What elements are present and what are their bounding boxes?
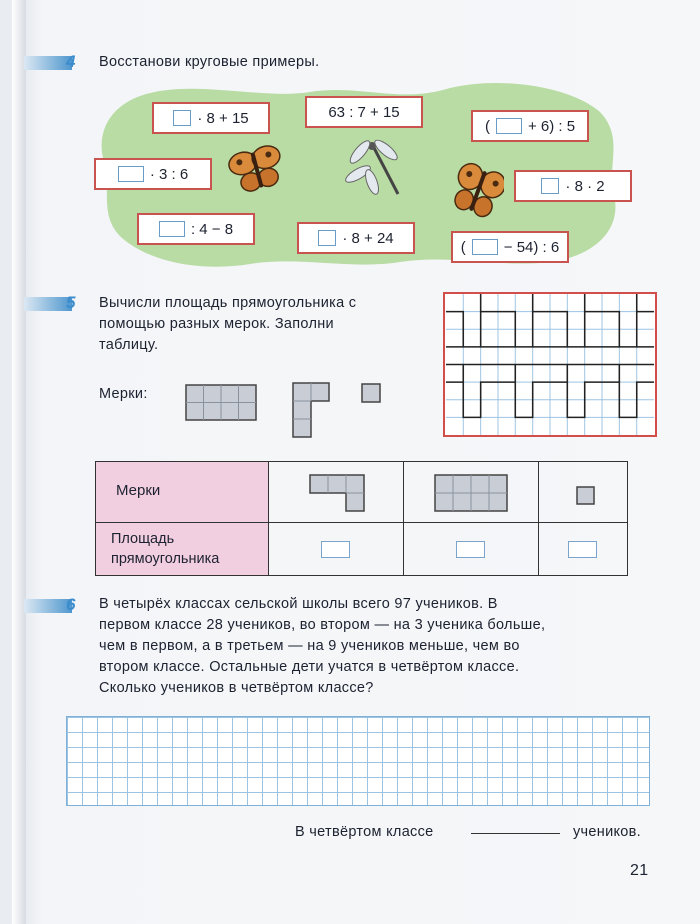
answer-box[interactable] xyxy=(321,541,350,558)
measure-unit-square xyxy=(361,383,381,403)
table-header-measures: Мерки xyxy=(96,462,269,523)
rectangle-grid-figure xyxy=(443,292,657,437)
expression-5: · 8 · 2 xyxy=(514,170,632,202)
answer-box[interactable] xyxy=(456,541,485,558)
answer-grid-area[interactable] xyxy=(66,716,650,806)
table-answer-cell[interactable] xyxy=(269,523,404,575)
task-5-marker xyxy=(24,297,72,311)
expression-2: 63 : 7 + 15 xyxy=(305,96,423,128)
page-number: 21 xyxy=(630,862,649,879)
measure-l-shape xyxy=(292,382,330,438)
measures-label: Мерки: xyxy=(99,386,148,402)
answer-box[interactable] xyxy=(496,118,522,134)
task-6-marker xyxy=(24,599,72,613)
task-6-text-line-4: втором классе. Остальные дети учатся в четвёртом классе. xyxy=(99,659,520,675)
task-5-text-line-3: таблицу. xyxy=(99,337,159,353)
answer-suffix: учеников. xyxy=(573,824,641,840)
measures-table xyxy=(95,461,628,576)
answer-box[interactable] xyxy=(173,110,191,126)
answer-box[interactable] xyxy=(318,230,336,246)
table-header-area: Площадь прямоугольника xyxy=(96,523,269,575)
answer-blank-line[interactable] xyxy=(471,833,560,834)
answer-box[interactable] xyxy=(159,221,185,237)
expression-3: ( + 6) : 5 xyxy=(471,110,589,142)
measure-unit-square-icon xyxy=(576,486,595,505)
table-cell-rectangle xyxy=(404,462,539,523)
measure-rectangle-shape xyxy=(185,384,257,421)
task-6-text-line-3: чем в первом, а в третьем — на 9 учеников меньше, чем во xyxy=(99,638,520,654)
answer-box[interactable] xyxy=(472,239,498,255)
task-4-marker xyxy=(24,56,72,70)
task-5-number: 5 xyxy=(66,293,76,312)
answer-box[interactable] xyxy=(568,541,597,558)
expression-1: · 8 + 15 xyxy=(152,102,270,134)
page-spine-shadow xyxy=(12,0,26,924)
task-6-number: 6 xyxy=(66,595,76,614)
answer-prefix: В четвёртом классе xyxy=(295,824,434,840)
table-cell-l-shape xyxy=(269,462,404,523)
answer-box[interactable] xyxy=(541,178,559,194)
expression-8: ( − 54) : 6 xyxy=(451,231,569,263)
task-6-text-line-5: Сколько учеников в четвёртом классе? xyxy=(99,680,374,696)
task-6-text-line-1: В четырёх классах сельской школы всего 97 учеников. В xyxy=(99,596,498,612)
task-4-title: Восстанови круговые примеры. xyxy=(99,54,320,70)
answer-box[interactable] xyxy=(118,166,144,182)
expression-4: · 3 : 6 xyxy=(94,158,212,190)
butterfly-icon xyxy=(452,160,504,222)
task-4-number: 4 xyxy=(66,52,76,71)
task-5-text-line-2: помощью разных мерок. Заполни xyxy=(99,316,334,332)
table-answer-cell[interactable] xyxy=(404,523,539,575)
expression-6: : 4 − 8 xyxy=(137,213,255,245)
expression-7: · 8 + 24 xyxy=(297,222,415,254)
table-cell-unit-square xyxy=(539,462,627,523)
butterfly-icon xyxy=(228,144,286,196)
table-answer-cell[interactable] xyxy=(539,523,627,575)
task-6-text-line-2: первом классе 28 учеников, во втором — на 3 ученика больше, xyxy=(99,617,546,633)
measure-l-shape-icon xyxy=(309,474,365,512)
dragonfly-icon xyxy=(342,138,404,206)
measure-rectangle-icon xyxy=(434,474,508,512)
task-5-text-line-1: Вычисли площадь прямоугольника с xyxy=(99,295,357,311)
